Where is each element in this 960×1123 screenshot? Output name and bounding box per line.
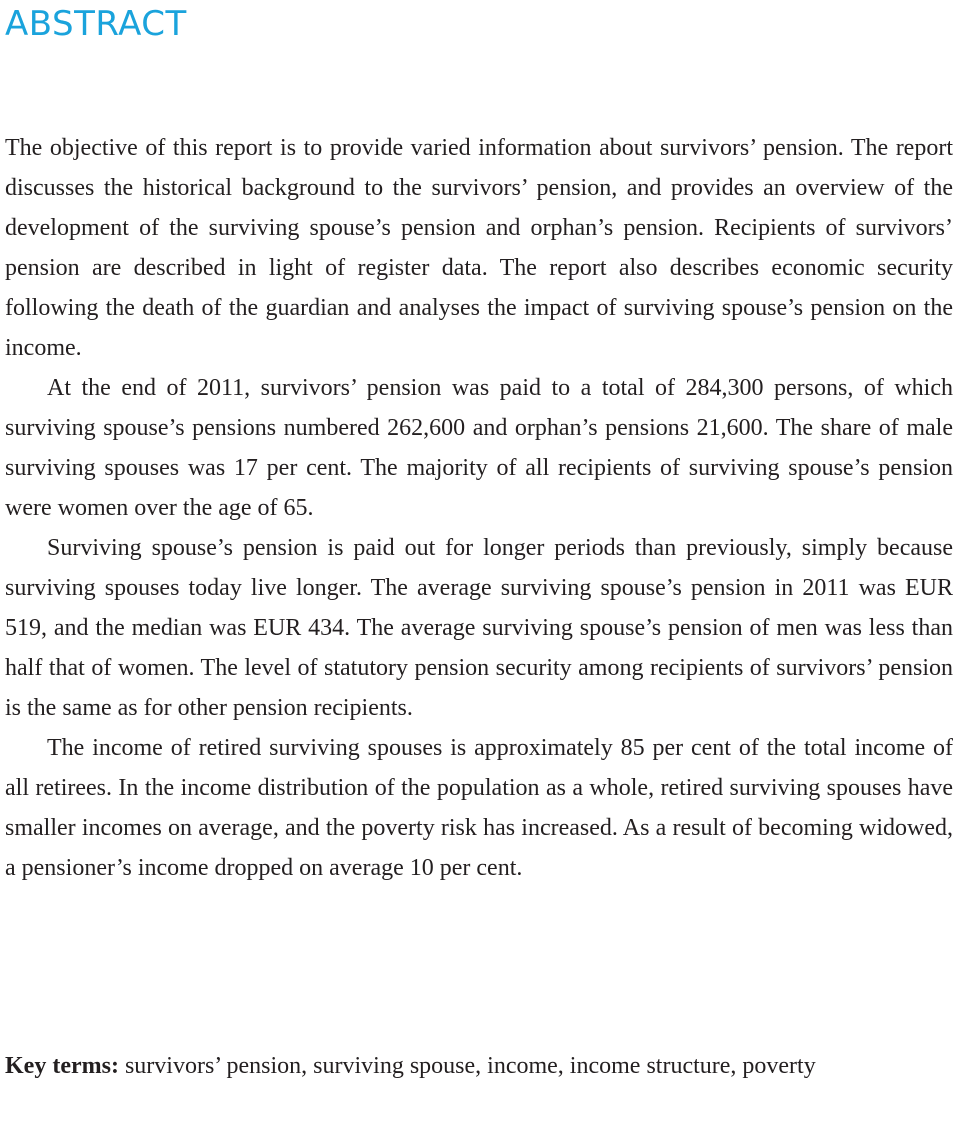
page-title: ABSTRACT <box>5 4 187 44</box>
abstract-paragraph-2: At the end of 2011, survivors’ pension was paid to a total of 284,300 persons, of which surviving spouse’s pensions numbered 262,600 and orphan’s pensions 21,600. The share of male surviving spouses was 17 per cent. The majority of all recipients of surviving spouse’s pension were women over the age of 65. <box>5 375 953 521</box>
abstract-paragraph-3: Surviving spouse’s pension is paid out for longer periods than previously, simply because surviving spouses today live longer. The average surviving spouse’s pension in 2011 was EUR 519, and the median was EUR 434. The average surviving spouse’s pension of men was less than half that of women. The level of statutory pension security among recipients of survivors’ pension is the same as for other pension recipients. <box>5 535 953 721</box>
key-terms-list: survivors’ pension, surviving spouse, income, income structure, poverty <box>118 1053 816 1079</box>
abstract-body <box>5 128 953 888</box>
abstract-paragraph-1: The objective of this report is to provide varied information about survivors’ pension. The report discusses the historical background to the survivors’ pension, and provides an overview of the development of the surviving spouse’s pension and orphan’s pension. Recipients of survivors’ pension are described in light of register data. The report also describes economic security following the death of the guardian and analyses the impact of surviving spouse’s pension on the income. <box>5 135 953 361</box>
key-terms <box>5 1046 953 1086</box>
abstract-paragraph-4: The income of retired surviving spouses is approximately 85 per cent of the total income of all retirees. In the income distribution of the population as a whole, retired surviving spouses have smaller incomes on average, and the poverty risk has increased. As a result of becoming widowed, a pensioner’s income dropped on average 10 per cent. <box>5 735 953 881</box>
key-terms-label: Key terms: <box>5 1053 119 1079</box>
